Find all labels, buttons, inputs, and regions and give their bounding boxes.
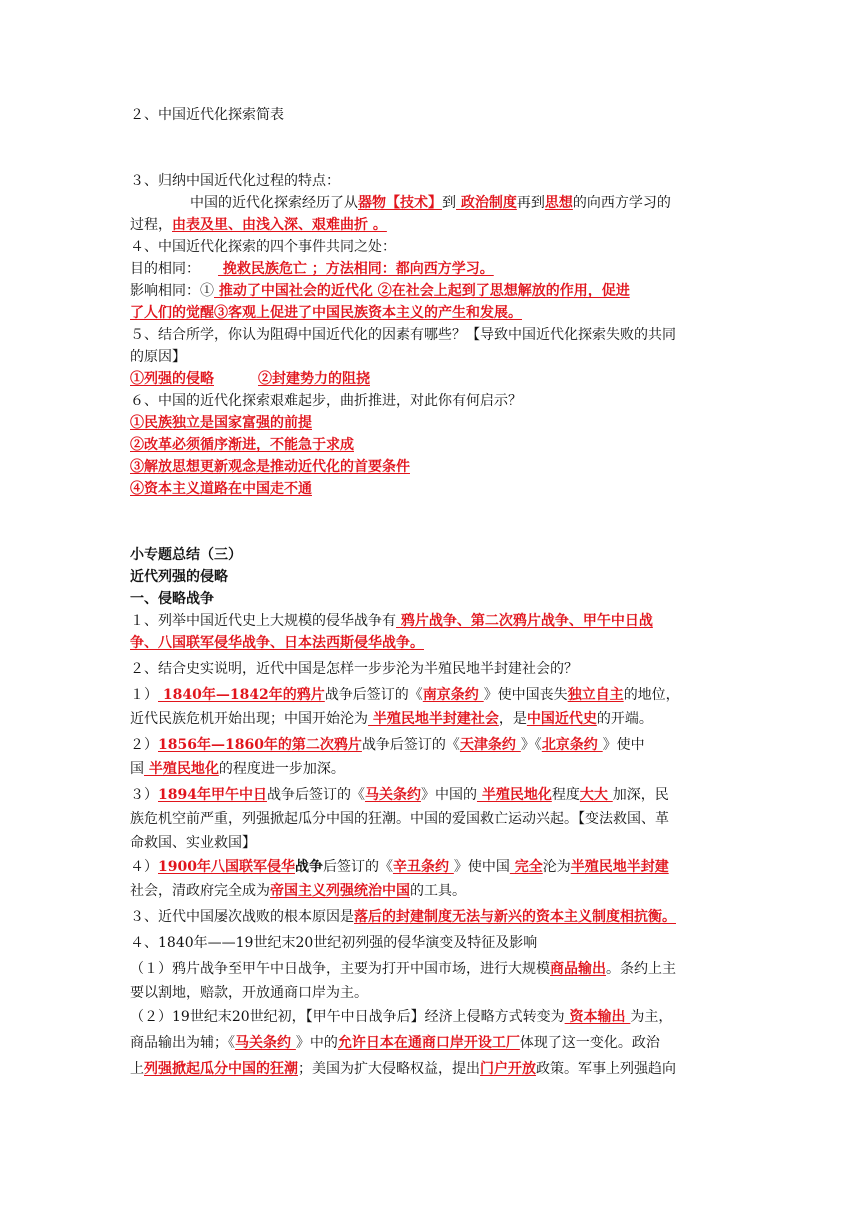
section-5-answer: ①列强的侵略 ②封建势力的阻挠 — [130, 371, 370, 387]
section-3-text-line1: 中国的近代化探索经历了从器物【技术】到 政治制度再到思想的向西方学习的 — [190, 195, 671, 211]
section-5-question-line2: 的原因】 — [130, 349, 186, 365]
q2-item3-line1: ３）1894年甲午中日战争后签订的《马关条约》中国的 半殖民地化程度大大 加深，民 — [130, 787, 669, 803]
q3-line: ３、近代中国屡次战败的根本原因是落后的封建制度无法与新兴的资本主义制度相抗衡。 — [130, 909, 676, 925]
q4-part2-line2: 商品输出为辅；《马关条约 》中的允许日本在通商口岸开设工厂体现了这一变化。政治 — [130, 1035, 660, 1051]
q2-item3-line3: 命救国、实业救国】 — [130, 835, 256, 851]
section-3-heading: ３、归纳中国近代化过程的特点： — [130, 173, 340, 189]
summary-subtitle: 近代列强的侵略 — [130, 569, 228, 585]
q2-heading: ２、结合史实说明，近代中国是怎样一步步沦为半殖民地半封建社会的？ — [130, 661, 578, 677]
section-4-purpose: 目的相同： 挽救民族危亡 ；方法相同：都向西方学习。 — [130, 261, 494, 277]
q2-item4-line2: 社会，清政府完全成为帝国主义列强统治中国的工具。 — [130, 883, 466, 899]
q4-part1-line2: 要以割地，赔款，开放通商口岸为主。 — [130, 985, 368, 1001]
q4-heading: ４、1840年——19世纪末20世纪初列强的侵华演变及特征及影响 — [130, 935, 538, 951]
section-2-heading: ２、中国近代化探索简表 — [130, 107, 284, 123]
section-3-text-line2: 过程，由表及里、由浅入深、艰难曲折 。 — [130, 217, 387, 233]
section-4-impact-line2: 了人们的觉醒③客观上促进了中国民族资本主义的产生和发展。 — [130, 305, 522, 321]
section-6-answer-3: ③解放思想更新观念是推动近代化的首要条件 — [130, 459, 410, 475]
section-6-answer-2: ②改革必须循序渐进，不能急于求成 — [130, 437, 354, 453]
q2-item3-line2: 族危机空前严重，列强掀起瓜分中国的狂潮。中国的爱国救亡运动兴起。【变法救国、革 — [130, 811, 669, 827]
section-6-answer-1: ①民族独立是国家富强的前提 — [130, 415, 312, 431]
q4-part1-line1: （１）鸦片战争至甲午中日战争，主要为打开中国市场，进行大规模商品输出。条约上主 — [130, 961, 676, 977]
section-4-heading: ４、中国近代化探索的四个事件共同之处： — [130, 239, 396, 255]
summary-title: 小专题总结（三） — [130, 547, 242, 563]
q2-item2-line2: 国 半殖民地化的程度进一步加深。 — [130, 761, 345, 777]
section-6-answer-4: ④资本主义道路在中国走不通 — [130, 481, 312, 497]
section-4-impact-line1: 影响相同：① 推动了中国社会的近代化 ②在社会上起到了思想解放的作用，促进 — [130, 283, 630, 299]
q2-item1-line1: １） 1840年—1842年的鸦片战争后签订的《南京条约 》使中国丧失独立自主的地位， — [130, 687, 680, 703]
q4-part2-line1: （２）19世纪末20世纪初，【甲午中日战争后】经济上侵略方式转变为 资本输出 为主， — [130, 1009, 673, 1025]
q1-line1: １、列举中国近代史上大规模的侵华战争有 鸦片战争、第二次鸦片战争、甲午中日战 — [130, 613, 653, 629]
q4-part2-line3: 上列强掀起瓜分中国的狂潮；美国为扩大侵略权益，提出门户开放政策。军事上列强趋向 — [130, 1061, 676, 1077]
section-5-question-line1: ５、结合所学，你认为阻碍中国近代化的因素有哪些？【导致中国近代化探索失败的共同 — [130, 327, 676, 343]
q2-item1-line2: 近代民族危机开始出现；中国开始沦为 半殖民地半封建社会，是中国近代史的开端。 — [130, 711, 653, 727]
q2-item2-line1: ２）1856年—1860年的第二次鸦片战争后签订的《天津条约 》《北京条约 》使中 — [130, 737, 645, 753]
q2-item4-line1: ４）1900年八国联军侵华战争后签订的《辛丑条约 》使中国 完全沦为半殖民地半封建 — [130, 859, 669, 875]
part-1-heading: 一、侵略战争 — [130, 591, 214, 607]
section-6-question: ６、中国的近代化探索艰难起步，曲折推进，对此你有何启示？ — [130, 393, 522, 409]
q1-line2: 争、八国联军侵华战争、日本法西斯侵华战争。 — [130, 635, 424, 651]
